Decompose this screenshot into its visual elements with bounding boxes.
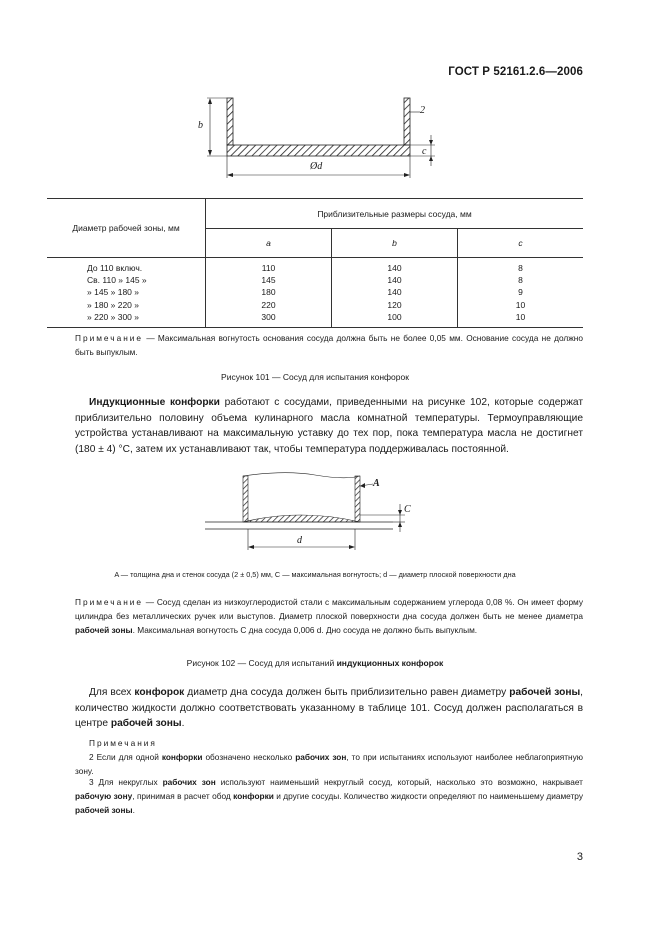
dimensions-table [47, 198, 583, 328]
label-diameter: Ød [310, 161, 323, 172]
table-row-labels: До 110 включ. Св. 110 » 145 » » 145 » 180 » » 180 » 220 » » 220 » 300 » [47, 258, 206, 328]
table-col-b-values: 140 140 140 120 100 [332, 258, 458, 328]
table-header-c: c [458, 229, 584, 258]
table-header-group: Приблизительные размеры сосуда, мм [206, 199, 584, 229]
label-two: 2 [420, 105, 425, 116]
paragraph-all-hobs: Для всех конфорок диаметр дна сосуда должен быть приблизительно равен диаметру рабочей зоны, количество жидкости должно соответствовать указанному в таблице 101. Сосуд должен располагаться в центре рабочей зоны. [75, 687, 584, 730]
label-A: A [373, 478, 380, 489]
paragraph-induction: Индукционные конфорки работают с сосудами, приведенными на рисунке 102, которые содержат приблизительно половину объема кулинарного масла комнатной температуры. Термоуправляющие устройства устанавливают на максимальную уставку до тех пор, пока температура масла не достигнет (180 ± 4) °С, затем их устанавливают так, чтобы температура поддерживалась постоянной. [75, 397, 583, 455]
figure-102-diagram [205, 470, 435, 560]
caption-101: Рисунок 101 — Сосуд для испытания конфорок [221, 372, 409, 382]
table-col-c-values: 8 8 9 10 10 [515, 263, 526, 322]
label-c: c [422, 146, 427, 157]
vessel-102-right-wall [355, 476, 360, 522]
table-header-diameter: Диаметр рабочей зоны, мм [47, 199, 206, 258]
vessel-102-bottom [243, 515, 360, 522]
page-number: 3 [576, 851, 583, 863]
note-101: Примечание — Максимальная вогнутость основания сосуда должна быть не более 0,05 мм. Основание сосуда не должно быть выпуклым. [75, 333, 583, 357]
figure-101-diagram [190, 90, 450, 185]
vessel-base [227, 145, 410, 156]
caption-102: Рисунок 102 — Сосуд для испытаний индукционных конфорок [186, 658, 444, 668]
note-102: Примечание — Сосуд сделан из низкоуглеродистой стали с максимальным содержанием углерода 0,08 %. Он имеет форму цилиндра без металлических ручек или выступов. Диаметр плоской поверхности дна сосуда должен быть не менее диаметра рабочей зоны. Максимальная вогнутость C дна сосуда 0,006 d. Дно сосуда не должно быть выпуклым. [75, 597, 584, 635]
notes-heading: Примечания [89, 738, 157, 748]
vessel-right-wall [404, 98, 410, 145]
note-3: 3 Для некруглых рабочих зон используют наименьший некруглый сосуд, который, насколько это возможно, накрывает рабочую зону, принимая в расчет обод конфорки и другие сосуды. Количество жидкости определяют по наименьшему диаметру рабочей зоны. [75, 777, 583, 815]
vessel-102-left-wall [243, 476, 248, 522]
label-C: C [404, 504, 411, 515]
table-col-a-values: 110 145 180 220 300 [206, 258, 332, 328]
label-d: d [297, 535, 302, 546]
table-header-a: a [206, 229, 332, 258]
vessel-left-wall [227, 98, 233, 145]
note-2: 2 Если для одной конфорки обозначено несколько рабочих зон, то при испытаниях используют наиболее неблагоприятную зону. [75, 752, 583, 776]
label-b: b [198, 120, 203, 131]
document-header: ГОСТ Р 52161.2.6—2006 [448, 66, 583, 78]
legend-102: A — толщина дна и стенок сосуда (2 ± 0,5) мм, C — максимальная вогнутость; d — диаметр плоской поверхности дна [114, 570, 516, 579]
table-header-b: b [332, 229, 458, 258]
